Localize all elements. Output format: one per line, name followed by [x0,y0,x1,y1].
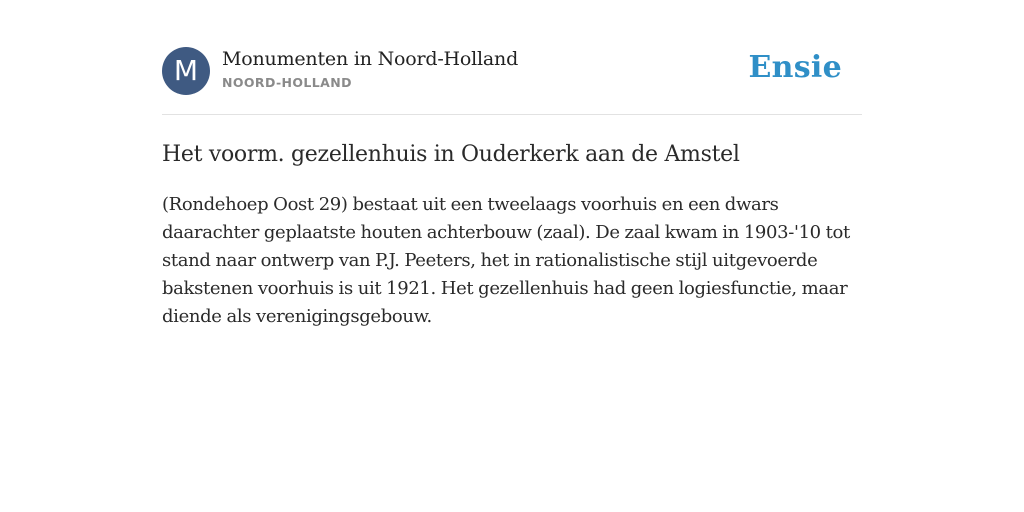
avatar[interactable]: M [162,47,210,95]
article-title: Het voorm. gezellenhuis in Ouderkerk aan de Amstel [162,142,740,167]
ensie-logo[interactable]: Ensie [748,50,842,85]
collection-title[interactable]: Monumenten in Noord-Holland [222,48,519,70]
card-header [162,46,862,115]
article-body: (Rondehoep Oost 29) bestaat uit een tweelaags voorhuis en een dwars daarachter geplaatste houten achterbouw (zaal). De zaal kwam in 1903-'10 tot stand naar ontwerp van P.J. Peeters, het in rationalistische stijl uitgevoerde bakstenen voorhuis is uit 1921. Het gezellenhuis had geen logiesfunctie, maar diende als verenigingsgebouw. [162,194,850,327]
collection-info [222,46,518,91]
collection-subtitle: NOORD-HOLLAND [222,75,352,90]
entry-card [162,46,862,331]
